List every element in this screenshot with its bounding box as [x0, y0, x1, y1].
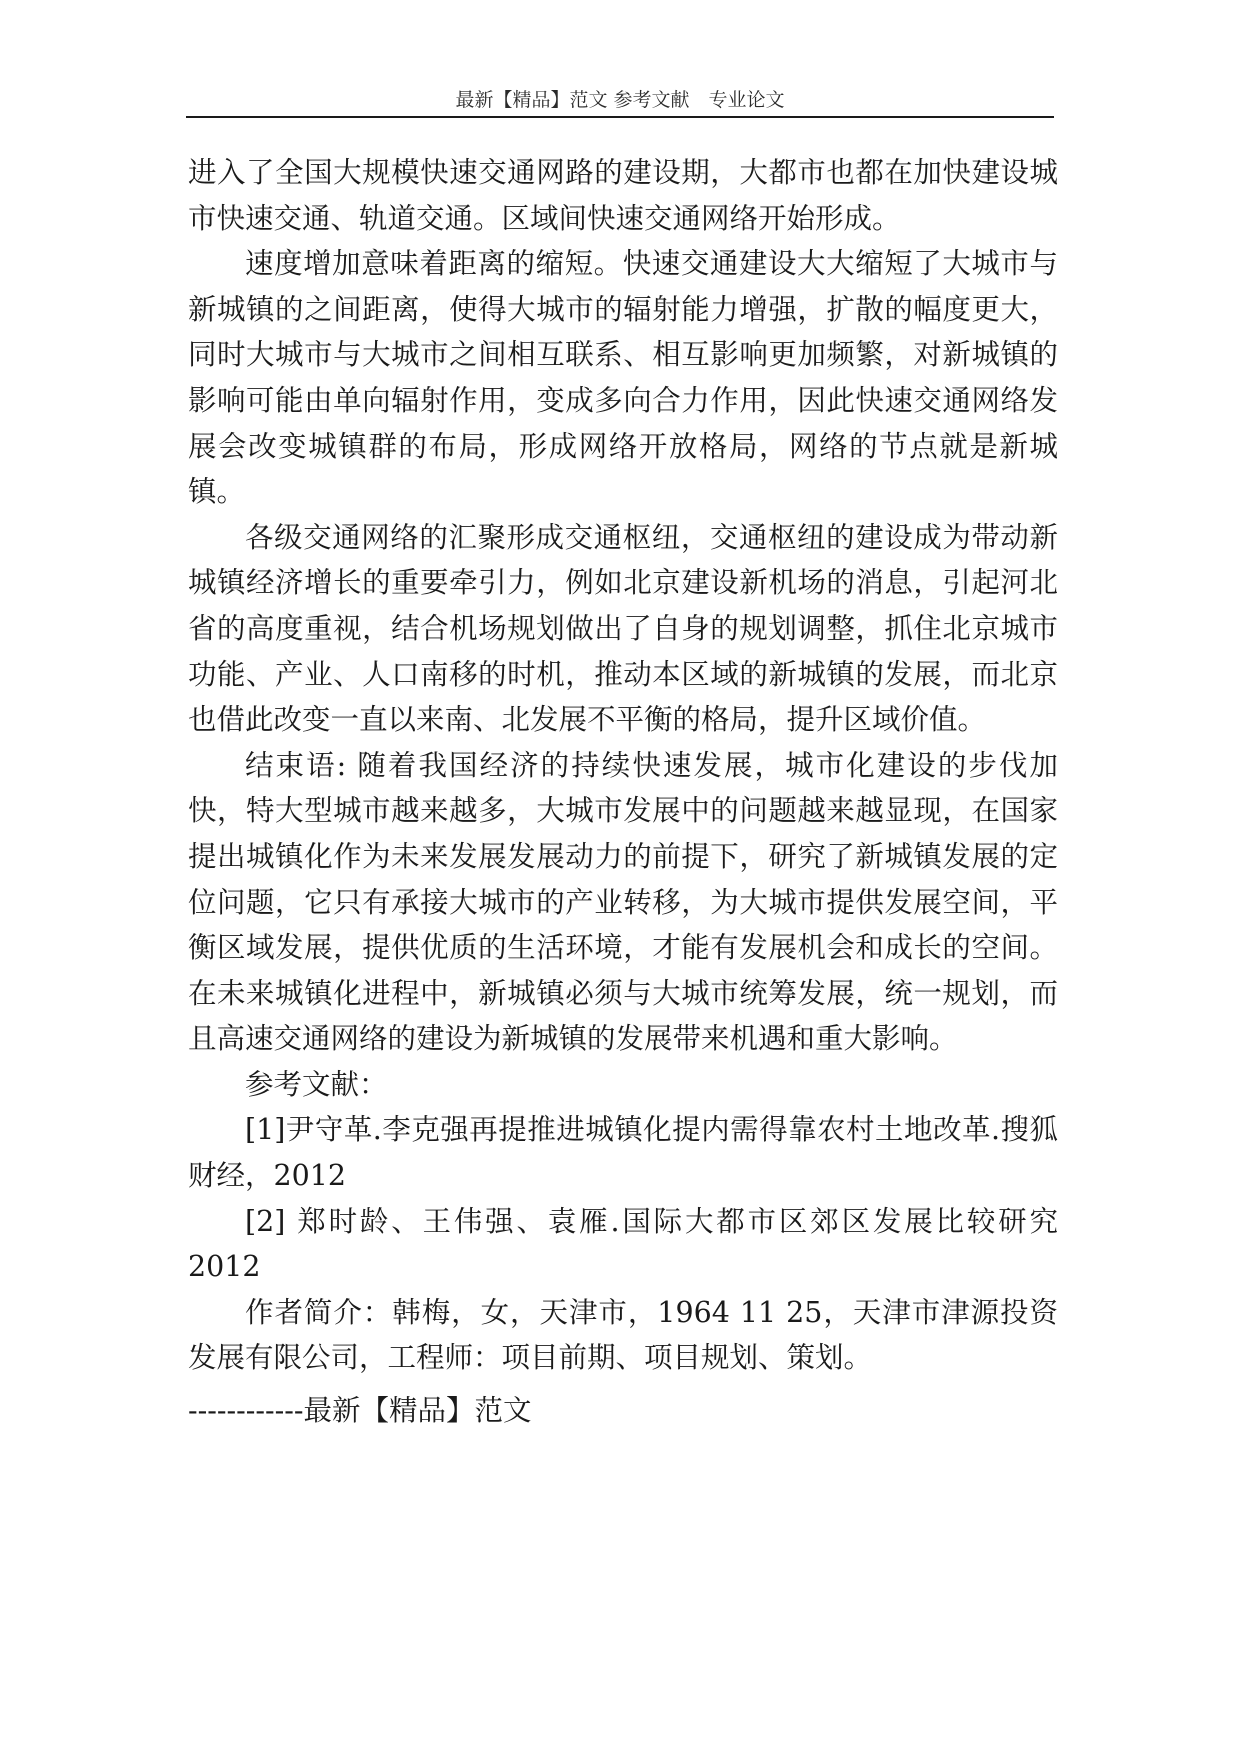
- page-header: 最新【精品】范文 参考文献 专业论文: [455, 89, 785, 111]
- body-text: [188, 150, 1058, 1381]
- reference-item-1: [1]尹守革.李克强再提推进城镇化提内需得靠农村土地改革.搜狐财经，2012: [188, 1113, 1058, 1193]
- references-heading: 参考文献：: [245, 1067, 388, 1101]
- header-rule: [186, 116, 1054, 118]
- paragraph-conclusion: 结束语: 随着我国经济的持续快速发展，城市化建设的步伐加快，特大型城市越来越多，大城市发展中的问题越来越显现，在国家提出城镇化作为未来发展发展动力的前提下，研究了新城镇发展的定位问题，它只有承接大城市的产业转移，为大城市提供发展空间，平衡区域发展，提供优质的生活环境，才能有发展机会和成长的空间。在未来城镇化进程中，新城镇必须与大城市统筹发展，统一规划，而且高速交通网络的建设为新城镇的发展带来机遇和重大影响。: [188, 748, 1058, 1056]
- paragraph-1: 进入了全国大规模快速交通网路的建设期，大都市也都在加快建设城市快速交通、轨道交通。区域间快速交通网络开始形成。: [188, 156, 1058, 235]
- paragraph-3: 各级交通网络的汇聚形成交通枢纽，交通枢纽的建设成为带动新城镇经济增长的重要牵引力，例如北京建设新机场的消息，引起河北省的高度重视，结合机场规划做出了自身的规划调整，抓住北京城市功能、产业、人口南移的时机，推动本区域的新城镇的发展，而北京也借此改变一直以来南、北发展不平衡的格局，提升区域价值。: [188, 520, 1058, 737]
- paragraph-2: 速度增加意味着距离的缩短。快速交通建设大大缩短了大城市与新城镇的之间距离，使得大城市的辐射能力增强，扩散的幅度更大，同时大城市与大城市之间相互联系、相互影响更加频繁，对新城镇的影响可能由单向辐射作用，变成多向合力作用，因此快速交通网络发展会改变城镇群的布局，形成网络开放格局，网络的节点就是新城镇。: [188, 247, 1058, 509]
- page-footer: ------------最新【精品】范文: [188, 1394, 532, 1427]
- author-bio: 作者简介：韩梅，女，天津市，1964 11 25，天津市津源投资发展有限公司，工程师：项目前期、项目规划、策划。: [188, 1295, 1058, 1375]
- reference-item-2: [2] 郑时龄、王伟强、袁雁.国际大都市区郊区发展比较研究 2012: [188, 1204, 1058, 1284]
